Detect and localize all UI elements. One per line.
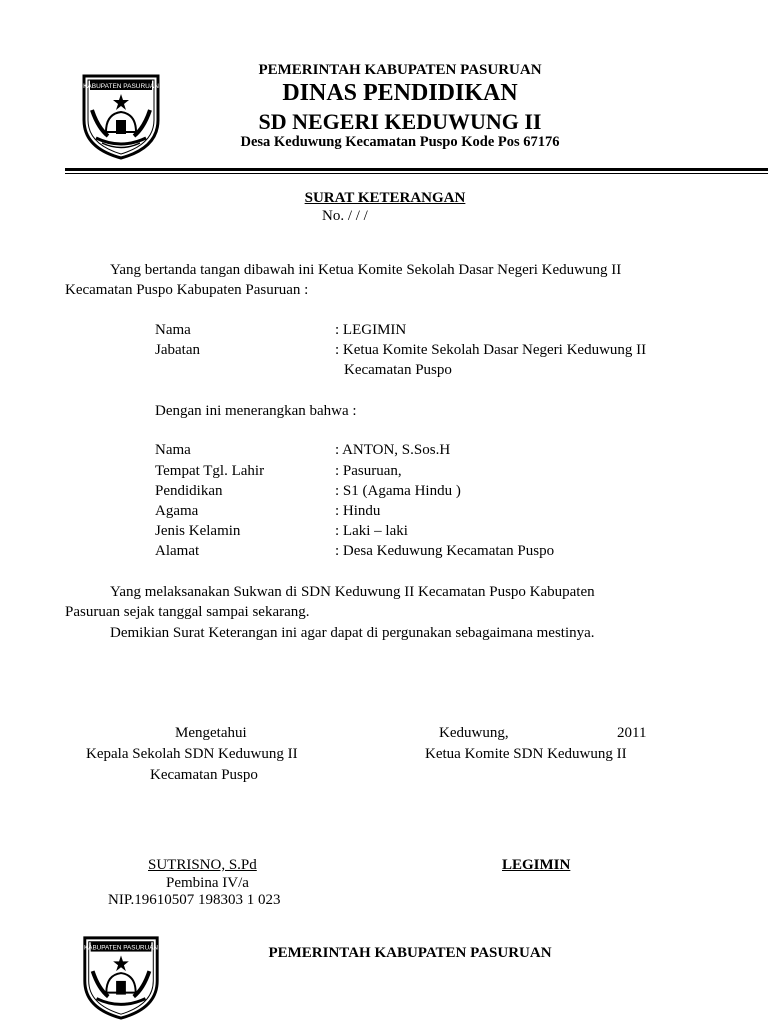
right-signatory-name: LEGIMIN [502, 857, 571, 873]
right-sign-title: Ketua Komite SDN Keduwung II [425, 746, 627, 762]
subject-label: Jenis Kelamin [155, 523, 241, 539]
intro-line-2: Kecamatan Puspo Kabupaten Pasuruan : [65, 282, 309, 298]
left-signatory-rank: Pembina IV/a [166, 875, 249, 891]
left-sign-acknowledged: Mengetahui [175, 725, 247, 741]
body-line-1: Yang melaksanakan Sukwan di SDN Keduwung II Kecamatan Puspo Kabupaten [110, 584, 595, 600]
letterhead-school: SD NEGERI KEDUWUNG II [258, 109, 542, 134]
subject-value: : Laki – laki [335, 523, 408, 539]
subject-label: Alamat [155, 543, 200, 559]
subject-label: Pendidikan [155, 483, 223, 499]
right-sign-year: 2011 [617, 725, 647, 741]
body-line-2: Pasuruan sejak tanggal sampai sekarang. [65, 604, 310, 620]
left-sign-title: Kepala Sekolah SDN Keduwung II [86, 746, 298, 762]
subject-value: : ANTON, S.Sos.H [335, 442, 451, 458]
document-number: No. / / / [322, 208, 368, 224]
letterhead-rule-thick [65, 168, 768, 171]
subject-value: : Desa Keduwung Kecamatan Puspo [335, 543, 555, 559]
signer-name-value: : LEGIMIN [335, 322, 407, 338]
subject-value: : Pasuruan, [335, 463, 402, 479]
signer-position-label: Jabatan [155, 342, 200, 358]
next-page-letterhead-government: PEMERINTAH KABUPATEN PASURUAN [268, 945, 552, 961]
signer-position-value: : Ketua Komite Sekolah Dasar Negeri Keduwung II [335, 342, 647, 358]
left-signatory-nip: NIP.19610507 198303 1 023 [108, 892, 281, 908]
subject-label: Nama [155, 442, 191, 458]
svg-text:KABUPATEN PASURUAN: KABUPATEN PASURUAN [83, 944, 159, 952]
signer-position-value-cont: Kecamatan Puspo [344, 362, 452, 378]
statement-line: Dengan ini menerangkan bahwa : [155, 403, 357, 419]
right-sign-place: Keduwung, [439, 725, 509, 741]
subject-value: : S1 (Agama Hindu ) [335, 483, 461, 499]
intro-line-1: Yang bertanda tangan dibawah ini Ketua Komite Sekolah Dasar Negeri Keduwung II [110, 262, 622, 278]
document-title: SURAT KETERANGAN [304, 190, 466, 206]
svg-text:KABUPATEN PASURUAN: KABUPATEN PASURUAN [83, 83, 159, 90]
letterhead-rule-thin [65, 173, 768, 174]
subject-value: : Hindu [335, 503, 381, 519]
letterhead-government: PEMERINTAH KABUPATEN PASURUAN [258, 62, 542, 78]
subject-label: Tempat Tgl. Lahir [155, 463, 265, 479]
left-sign-district: Kecamatan Puspo [150, 767, 258, 783]
body-line-3: Demikian Surat Keterangan ini agar dapat di pergunakan sebagaimana mestinya. [110, 625, 595, 641]
letterhead-agency: DINAS PENDIDIKAN [282, 80, 518, 106]
letterhead-address: Desa Keduwung Kecamatan Puspo Kode Pos 67176 [240, 134, 560, 150]
subject-label: Agama [155, 503, 199, 519]
left-signatory-name: SUTRISNO, S.Pd [148, 857, 257, 873]
regency-crest-logo [78, 70, 164, 162]
regency-crest-logo [78, 932, 164, 1022]
signer-name-label: Nama [155, 322, 191, 338]
